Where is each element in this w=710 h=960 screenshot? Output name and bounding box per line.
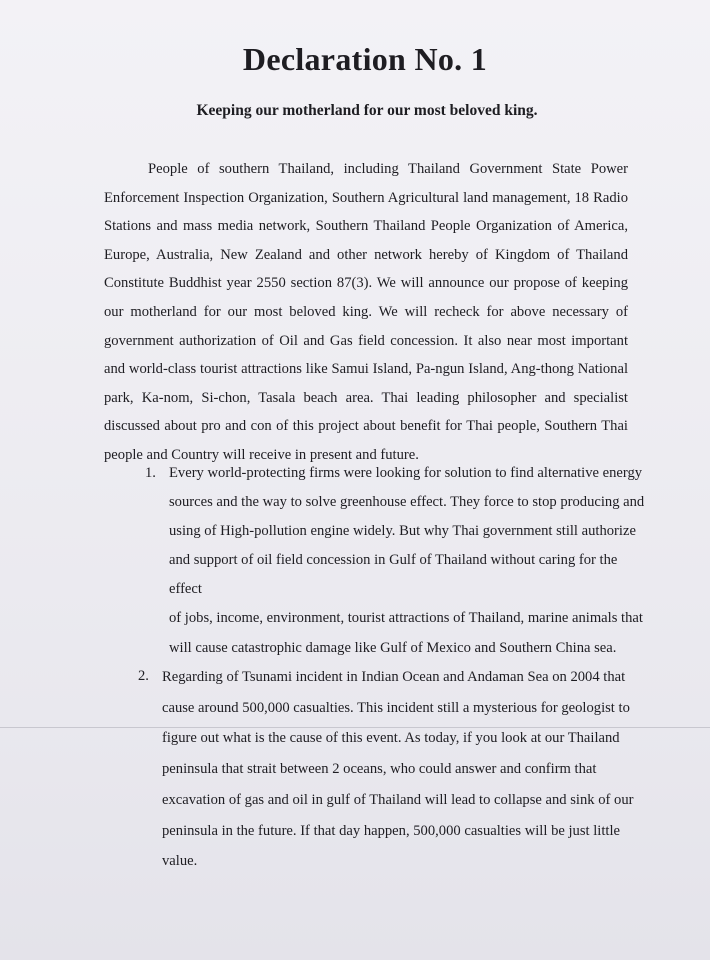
list-item-1: [145, 459, 645, 663]
list-item-number: 2.: [138, 668, 149, 684]
list-item-text: [169, 459, 645, 663]
list-item-2: [138, 662, 650, 877]
list-item-number: 1.: [145, 465, 156, 481]
text-line: figure out what is the cause of this event. As today, if you look at our Thailand: [162, 730, 620, 747]
list-item-text: [162, 662, 650, 877]
text-line: Every world-protecting firms were looking for solution to find alternative energy: [169, 465, 643, 481]
text-line: peninsula in the future. If that day happen, 500,000 casualties will be just little: [162, 822, 620, 839]
intro-paragraph: People of southern Thailand, including Thailand Government State Power Enforcement Inspection Organization, Southern Agricultural land management, 18 Radio Stations and mass media network, Southern Thailand People Organization of America, Europe, Australia, New Zealand and other network hereby of Kingdom of Thailand Constitute Buddhist year 2550 section 87(3). We will announce our propose of keeping our motherland for our most beloved king. We will recheck for above necessary of government authorization of Oil and Gas field concession. It also near most important and world-class tourist attractions like Samui Island, Pa-ngun Island, Ang-thong National park, Ka-nom, Si-chon, Tasala beach area. Thai leading philosopher and specialist discussed about pro and con of this project about benefit for Thai people, Southern Thai people and Country will receive in present and future.: [104, 161, 628, 463]
text-line: will cause catastrophic damage like Gulf of Mexico and Southern China sea.: [169, 639, 617, 656]
text-line: and support of oil field concession in Gulf of Thailand without caring for the effect: [169, 552, 618, 598]
text-line: sources and the way to solve greenhouse effect. They force to stop producing and: [169, 494, 645, 511]
text-line: value.: [162, 853, 198, 870]
text-line: excavation of gas and oil in gulf of Thailand will lead to collapse and sink of our: [162, 791, 634, 808]
text-line: using of High-pollution engine widely. But why Thai government still authorize: [169, 523, 636, 540]
text-line: peninsula that strait between 2 oceans, who could answer and confirm that: [162, 761, 597, 778]
document-title: Declaration No. 1: [242, 41, 488, 77]
text-line: of jobs, income, environment, tourist attractions of Thailand, marine animals that: [169, 610, 643, 627]
text-line: cause around 500,000 casualties. This incident still a mysterious for geologist to: [162, 699, 630, 716]
text-line: Regarding of Tsunami incident in Indian Ocean and Andaman Sea on 2004 that: [162, 669, 626, 685]
document-subtitle: Keeping our motherland for our most beloved king.: [196, 102, 538, 119]
